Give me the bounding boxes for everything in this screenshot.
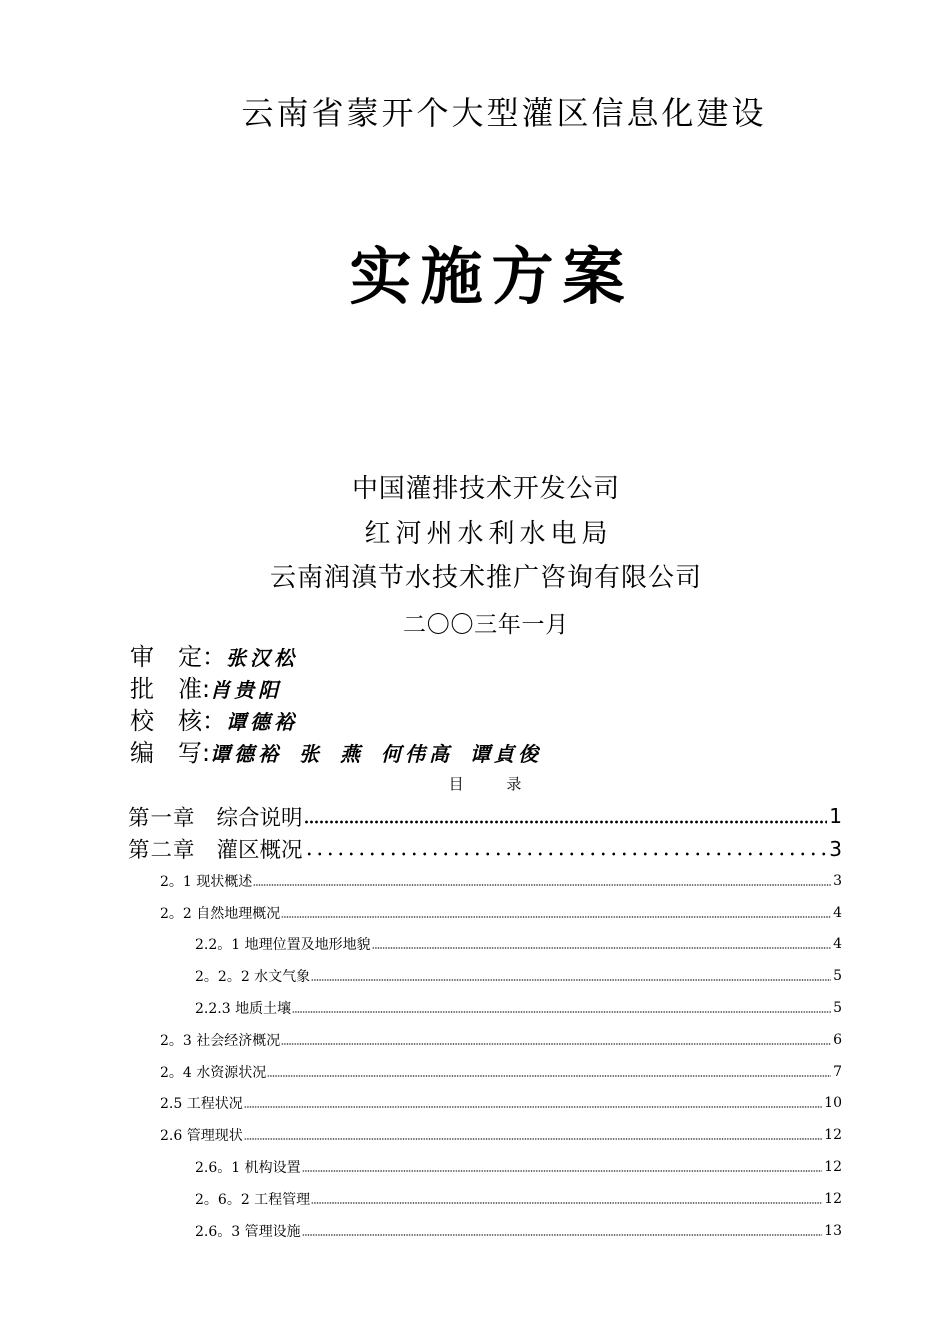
- toc-chapter-title: 灌区概况: [216, 838, 303, 864]
- toc-page-number: 4: [833, 936, 842, 953]
- toc-section-label: 2.6 管理现状: [160, 1128, 243, 1145]
- signature-label: 编 写:: [130, 739, 211, 767]
- toc-page-number: 13: [824, 1222, 842, 1239]
- toc-dot-leader: [311, 1194, 822, 1204]
- toc-subsection-entry: [128, 960, 842, 992]
- signature-block: [130, 641, 830, 769]
- toc-dot-leader: [304, 841, 828, 856]
- toc-page-number: 12: [824, 1127, 842, 1144]
- toc-section-entry: [128, 897, 842, 929]
- signature-row-review: [130, 641, 830, 673]
- signature-names: 谭德裕: [226, 710, 298, 734]
- toc-dot-leader: [304, 809, 828, 824]
- toc-section-label: 2。2。2 水文气象: [195, 969, 311, 986]
- toc-page-number: 3: [829, 836, 842, 861]
- signature-names: 张汉松: [226, 646, 298, 670]
- toc-section-label: 2。1 现状概述: [160, 873, 253, 890]
- organization-name: 云南润滇节水技术推广咨询有限公司: [269, 563, 702, 593]
- toc-section-label: 2.6。1 机构设置: [195, 1160, 301, 1177]
- toc-chapter-entry: [128, 833, 842, 866]
- toc-dot-leader: [244, 1098, 822, 1108]
- toc-chapter-title: 综合说明: [216, 805, 303, 831]
- toc-dot-leader: [302, 1226, 823, 1236]
- signature-row-check: [130, 705, 830, 737]
- toc-page-number: 12: [824, 1159, 842, 1176]
- toc-dot-leader: [281, 908, 831, 918]
- toc-page-number: 1: [829, 804, 842, 829]
- signature-row-author: [130, 737, 830, 769]
- toc-chapter-number: 第二章: [128, 838, 196, 864]
- signature-names: 肖贵阳: [210, 678, 283, 702]
- toc-chapter-number: 第一章: [128, 805, 196, 831]
- toc-section-label: 2。2 自然地理概况: [160, 905, 281, 922]
- toc-section-label: 2.6。3 管理设施: [195, 1223, 301, 1240]
- toc-dot-leader: [244, 1130, 822, 1140]
- organization-name: 红河州水利水电局: [364, 518, 613, 549]
- document-date: 二〇〇三年一月: [403, 612, 569, 638]
- organization-name: 中国灌排技术开发公司: [351, 474, 620, 504]
- toc-page-number: 7: [833, 1063, 842, 1080]
- project-title: 云南省蒙开个大型灌区信息化建设: [241, 94, 767, 132]
- toc-section-entry: [128, 1119, 842, 1151]
- signature-label: 批 准:: [130, 675, 211, 703]
- toc-dot-leader: [302, 1162, 823, 1172]
- toc-subsection-entry: [128, 1215, 842, 1247]
- toc-page-number: 3: [833, 872, 842, 889]
- signature-label: 校 核：: [130, 707, 226, 735]
- toc-dot-leader: [267, 1067, 831, 1077]
- toc-section-label: 2.2.3 地质土壤: [195, 1001, 292, 1018]
- signature-names: 谭德裕 张 燕 何伟高 谭貞俊: [210, 742, 542, 766]
- document-title: 实施方案: [349, 240, 634, 313]
- signature-row-approve: [130, 673, 830, 705]
- toc-section-label: 2。4 水资源状况: [160, 1064, 267, 1081]
- toc-dot-leader: [372, 939, 831, 949]
- toc-subsection-entry: [128, 992, 842, 1024]
- toc-section-entry: [128, 1024, 842, 1056]
- toc-section-label: 2.2。1 地理位置及地形地貌: [195, 937, 371, 954]
- toc-page-number: 6: [833, 1031, 842, 1048]
- toc-page-number: 4: [833, 904, 842, 921]
- toc-page-number: 12: [824, 1190, 842, 1207]
- toc-section-label: 2。6。2 工程管理: [195, 1191, 311, 1208]
- toc-section-entry: [128, 1056, 842, 1088]
- toc-page-number: 10: [824, 1095, 842, 1112]
- toc-section-entry: [128, 1088, 842, 1120]
- toc-page-number: 5: [833, 968, 842, 985]
- toc-dot-leader: [253, 876, 831, 886]
- signature-label: 审 定：: [130, 643, 226, 671]
- toc-subsection-entry: [128, 1151, 842, 1183]
- toc-section-entry: [128, 865, 842, 897]
- organization-list: [22, 467, 950, 601]
- toc-dot-leader: [281, 1035, 831, 1045]
- table-of-contents: [128, 800, 842, 1247]
- toc-subsection-entry: [128, 929, 842, 961]
- toc-heading: 目 录: [448, 775, 522, 793]
- toc-dot-leader: [292, 1003, 831, 1013]
- toc-page-number: 5: [833, 1000, 842, 1017]
- toc-chapter-entry: [128, 800, 842, 833]
- toc-section-label: 2.5 工程状况: [160, 1096, 243, 1113]
- toc-dot-leader: [311, 971, 831, 981]
- toc-section-label: 2。3 社会经济概况: [160, 1032, 281, 1049]
- toc-subsection-entry: [128, 1183, 842, 1215]
